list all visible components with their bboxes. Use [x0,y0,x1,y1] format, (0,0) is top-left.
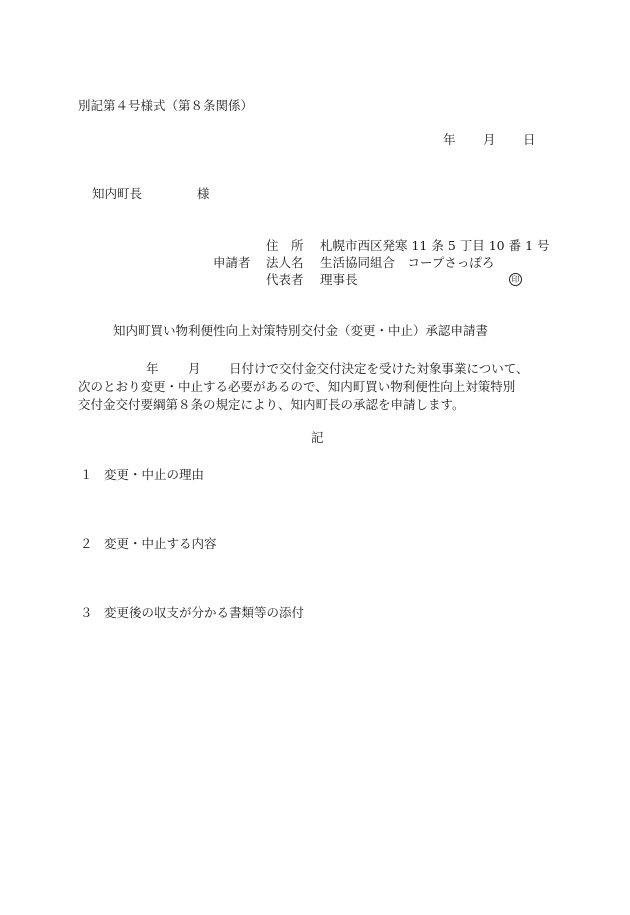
ki-heading: 記 [311,430,324,445]
addressee-honorific: 様 [197,186,210,201]
item-text: 変更・中止する内容 [104,536,217,551]
item-number: ２ [80,536,93,551]
applicant-group-label: 申請者 [213,255,251,270]
body-month-label: 月 [188,361,201,376]
body-line-2: 次のとおり変更・中止する必要があるので、知内町買い物利便性向上対策特別 [78,379,516,394]
date-day-label: 日 [523,132,536,147]
corporation-label: 法人名 [266,255,304,270]
representative-label: 代表者 [266,272,304,287]
date-year-label: 年 [443,132,456,147]
document-title: 知内町買い物利便性向上対策特別交付金（変更・中止）承認申請書 [113,323,489,338]
representative-value: 理事長 [320,272,358,287]
body-year-label: 年 [146,361,159,376]
body-line-3: 交付金交付要綱第８条の規定により、知内町長の承認を申請します。 [78,397,465,412]
item-text: 変更後の収支が分かる書類等の添付 [104,605,305,620]
item-text: 変更・中止の理由 [104,467,205,482]
seal-mark: 印 [509,273,522,286]
address-label: 住 所 [266,238,304,253]
address-value: 札幌市西区発寒 11 条 5 丁目 10 番 1 号 [320,238,550,253]
item-number: ３ [80,605,93,620]
corporation-value: 生活協同組合 コープさっぽろ [320,255,495,270]
form-reference: 別記第４号様式（第８条関係） [78,98,254,113]
addressee-name: 知内町長 [92,186,143,201]
item-number: １ [80,467,93,482]
date-month-label: 月 [483,132,496,147]
body-line-1: 日付けで交付金交付決定を受けた対象事業について、 [229,361,529,376]
